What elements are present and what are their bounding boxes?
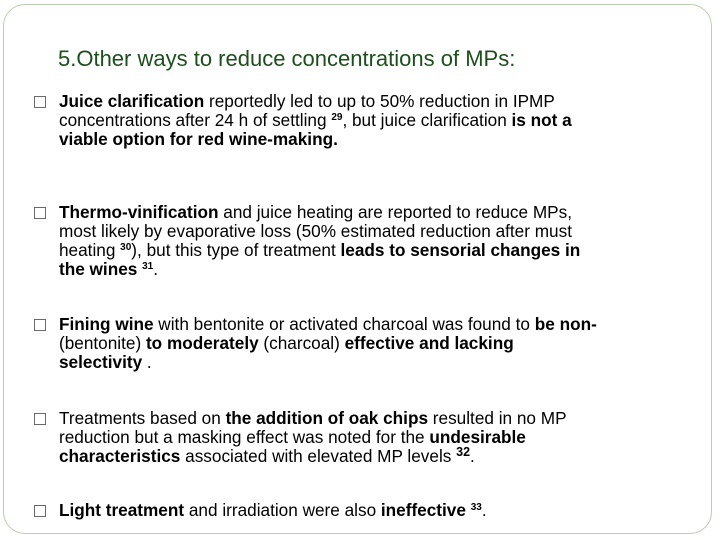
emphasis-text: the addition of oak chips <box>225 408 429 428</box>
emphasis-text: to moderately <box>145 333 259 353</box>
bullet-line <box>59 447 710 466</box>
body-text: heating <box>59 240 121 260</box>
body-text: (bentonite) <box>59 333 146 353</box>
bullet-line <box>59 222 710 241</box>
bullet-thermo-vinification <box>34 203 710 279</box>
body-text: . <box>153 259 159 279</box>
body-text: associated with elevated MP levels <box>180 446 457 466</box>
checkbox-bullet-icon <box>34 207 46 219</box>
emphasis-text: leads to sensorial changes in <box>340 240 581 260</box>
body-text: reportedly led to up to 50% reduction in IPMP <box>204 91 555 111</box>
bullet-text <box>59 315 710 372</box>
emphasis-text: viable option for red wine-making. <box>59 129 338 149</box>
body-text: Treatments based on <box>59 408 226 428</box>
emphasis-text: ineffective <box>380 500 466 520</box>
checkbox-bullet-icon <box>34 505 46 517</box>
checkbox-bullet-icon <box>34 96 46 108</box>
bullet-line <box>59 315 710 334</box>
body-text: ), but this type of treatment <box>131 240 341 260</box>
emphasis-text: Juice clarification <box>59 91 205 111</box>
citation-number: 29 <box>331 112 343 123</box>
emphasis-text: characteristics <box>59 446 181 466</box>
body-text: . <box>142 352 152 372</box>
body-text: reduction but a masking effect was noted for the <box>59 427 430 447</box>
bullet-oak-chips <box>34 409 710 466</box>
bullet-line <box>59 501 710 520</box>
bullet-line <box>59 409 710 428</box>
body-text: (charcoal) <box>258 333 345 353</box>
bullet-text <box>59 409 710 466</box>
body-text: concentrations after 24 h of settling <box>59 110 332 130</box>
emphasis-text: Fining wine <box>59 314 154 334</box>
citation-number: 30 <box>120 242 132 253</box>
bullet-line <box>59 241 710 260</box>
bullet-fining-wine <box>34 315 710 372</box>
bullet-line <box>59 92 710 111</box>
checkbox-bullet-icon <box>34 319 46 331</box>
citation-number: 32 <box>456 445 471 459</box>
emphasis-text: the wines <box>59 259 138 279</box>
body-text: most likely by evaporative loss (50% estimated reduction after must <box>59 221 572 241</box>
body-text: , but juice clarification <box>342 110 512 130</box>
bullet-line <box>59 130 710 149</box>
body-text: . <box>470 446 475 466</box>
bullet-line <box>59 111 710 130</box>
emphasis-text: Light treatment <box>59 500 185 520</box>
bullet-text <box>59 501 710 520</box>
bullet-line <box>59 203 710 222</box>
checkbox-bullet-icon <box>34 413 46 425</box>
emphasis-text: be non- <box>534 314 597 334</box>
bullet-text <box>59 203 710 279</box>
citation-number: 33 <box>470 502 482 513</box>
emphasis-text: Thermo-vinification <box>59 202 219 222</box>
emphasis-text: undesirable <box>429 427 526 447</box>
bullet-line <box>59 334 710 353</box>
bullet-line <box>59 260 710 279</box>
bullet-light-treatment <box>34 501 710 520</box>
bullet-juice-clarification <box>34 92 710 149</box>
bullet-line <box>59 353 710 372</box>
bullet-text <box>59 92 710 149</box>
body-text: and juice heating are reported to reduce MPs, <box>218 202 572 222</box>
emphasis-text: selectivity <box>59 352 143 372</box>
bullet-line <box>59 428 710 447</box>
slide-title: 5.Other ways to reduce concentrations of MPs: <box>58 46 516 71</box>
emphasis-text: effective and lacking <box>344 333 514 353</box>
body-text: resulted in no MP <box>428 408 567 428</box>
body-text: with bentonite or activated charcoal was found to <box>153 314 535 334</box>
body-text: and irradiation were also <box>184 500 381 520</box>
citation-number: 31 <box>142 261 154 272</box>
emphasis-text: is not a <box>511 110 572 130</box>
body-text: . <box>481 500 487 520</box>
